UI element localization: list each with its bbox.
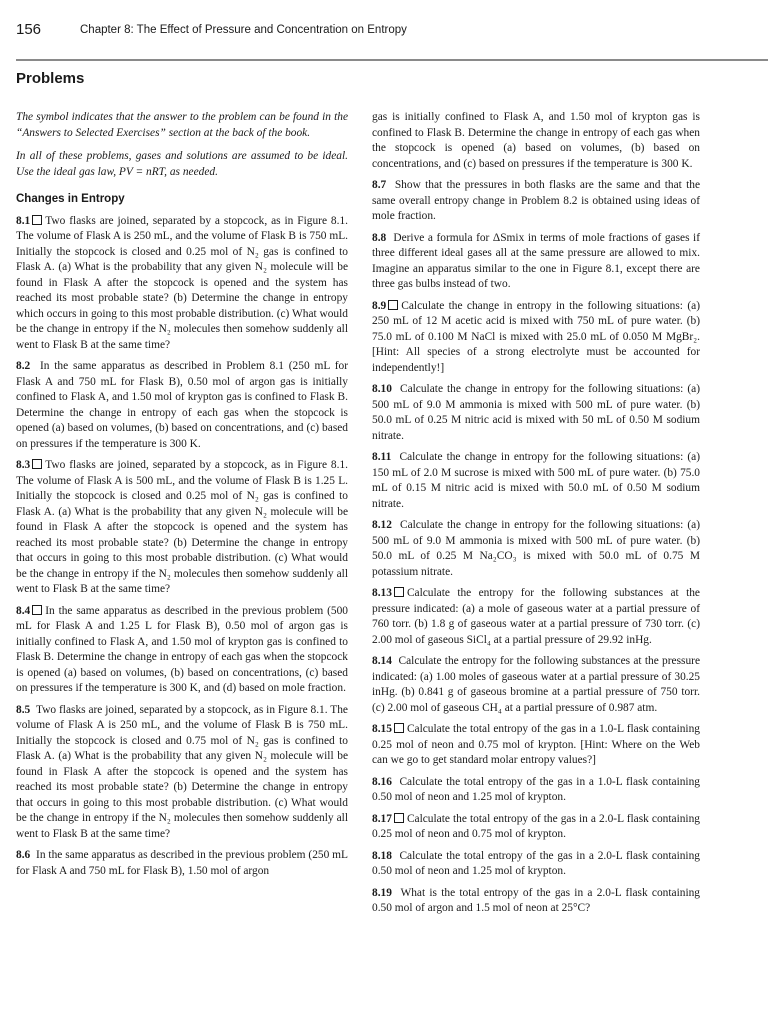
problem-text: What is the total entropy of the gas in a 2.0-L flask containing 0.50 mol of argon and 1.5 mol of neon at 25°C? [372,886,701,914]
running-head: Chapter 8: The Effect of Pressure and Concentration on Entropy [80,24,407,36]
problem-text: Calculate the change in entropy for the following situations: (a) 150 mL of 2.0 M sucrose is mixed with 500 mL of pure water. (b) 75.0 mL of 0.15 M nitric acid is mixed with 50.0 mL of 0.50 M sodium nitrate. [372,451,700,510]
header-rule [16,59,768,61]
problem-number: 8.18 [372,849,392,862]
problem-8-14 [372,654,700,716]
problem-number: 8.14 [372,655,392,667]
answer-available-icon [394,587,404,597]
problem-8-10 [372,382,700,444]
problem-number: 8.13 [372,587,392,599]
problem-number: 8.3 [16,459,31,471]
page-number: 156 [16,21,42,38]
left-problem-list [16,214,348,880]
problem-number: 8.7 [372,179,387,191]
problem-text: Two flasks are joined, separated by a stopcock, as in Figure 8.1. The volume of Flask A is 250 mL, and the volume of Flask B is 750 mL. Initially the stopcock is closed and 0.25 mol of N₂ gas is confined to Flask A. (a) What is the probability that any given N₂ molecule will be found in Flask A after the stopcock is opened and the system has reached its most probable state? (b) Determine the change in entropy which occurs in going to this most probable distribution. (c) What would be the change in entropy if the N₂ molecules then somehow suddenly all went to Flask B at the same time? [16,214,348,351]
left-column [16,110,348,885]
right-column [372,110,700,923]
page-header [16,21,768,45]
answer-available-icon [394,813,404,823]
problem-number: 8.16 [372,775,392,788]
problem-text: Calculate the change in entropy for the following situations: (a) 500 mL of 9.0 M ammonia is mixed with 500 mL of pure water. (b) 50.0 mL of 0.25 M nitric acid is mixed with 50 mL of 0.50 M sodium nitrate. [372,383,700,442]
problem-8-2 [16,359,348,452]
problem-8-6 [16,848,348,879]
problem-8-13 [372,586,700,648]
answer-available-icon [388,300,398,310]
problem-number: 8.11 [372,451,392,463]
problem-8-3 [16,458,348,598]
problem-8-5 [16,703,348,843]
right-problem-list [372,178,700,917]
problem-8-17 [372,812,700,843]
problem-8-9 [372,299,700,377]
problem-8-11 [372,450,700,512]
problem-8-4 [16,604,348,697]
problem-number: 8.19 [372,886,392,899]
problem-text: Calculate the change in entropy in the following situations: (a) 250 mL of 12 M acetic acid is mixed with 750 mL of pure water. (b) 75.0 mL of 0.100 M NaCl is mixed with 25.0 mL of 0.050 M MgBr₂. [Hint: All species of a strong electrolyte must be accounted for independently!] [372,299,700,374]
answer-available-icon [394,723,404,733]
problem-number: 8.8 [372,231,387,244]
problem-number: 8.10 [372,383,392,395]
problem-text: In the same apparatus as described in the previous problem (250 mL for Flask A and 750 mL for Flask B), 1.50 mol of argon [16,849,348,877]
problem-text: In the same apparatus as described in Problem 8.1 (250 mL for Flask A and 750 mL for Flask B), 0.50 mol of argon gas is initially confined to Flask A, and 1.50 mol of krypton gas is confined to Flask B. Determine the change in entropy of each gas when the stopcock is opened (a) based on volumes, (b) based on concentrations, and (c) based on pressures if the temperature is 300 K. [16,360,348,450]
problem-text: Show that the pressures in both flasks are the same and that the same overall entropy change in Problem 8.2 is obtained using ideas of mole fraction. [372,179,701,222]
answer-available-icon [32,215,42,225]
problem-number: 8.1 [16,214,31,227]
problem-text: Two flasks are joined, separated by a stopcock, as in Figure 8.1. The volume of Flask A is 250 mL, and the volume of Flask B is 750 mL. Initially the stopcock is closed and 0.75 mol of N₂ gas is confined to Flask A. (a) What is the probability that any given N₂ molecule will be found in Flask A after the stopcock is opened and the system has reached its most probable state? (b) Determine the change in entropy that occurs in going to this most probable distribution. (c) What would be the change in entropy if the N₂ molecules then somehow suddenly all went to Flask B at the same time? [16,703,348,840]
problem-text: In the same apparatus as described in the previous problem (500 mL for Flask A and 1.25 L for Flask B), 0.50 mol of argon gas is initially confined to Flask A, and 1.50 mol of krypton gas is confined to Flask B. Determine the change in entropy of each gas when the stopcock is opened (a) based on volumes, (b) based on concentrations, (c) based on pressures if the temperature is 300 K, and (d) based on mole fraction. [16,604,348,694]
problem-number: 8.6 [16,849,31,861]
problem-text: Two flasks are joined, separated by a stopcock, as in Figure 8.1. The volume of Flask A is 500 mL, and the volume of Flask B is 1.25 L. Initially the stopcock is closed and 0.25 mol of N₂ gas is confined to Flask A. (a) What is the probability that any given N₂ molecule will be found in Flask A after the stopcock is opened and the system has reached its most probable state? (b) Determine the change in entropy that occurs in going to this most probable distribution. (c) What would be the change in entropy if the N₂ molecules then somehow suddenly all went to Flask B at the same time? [16,459,348,595]
problem-8-7 [372,178,700,225]
problem-number: 8.5 [16,703,31,716]
problem-text: Calculate the total entropy of the gas in a 2.0-L flask containing 0.25 mol of neon and 0.75 mol of krypton. [372,812,700,840]
section-title: Problems [16,70,85,87]
problem-continuation: gas is initially confined to Flask A, and 1.50 mol of krypton gas is confined to Flask B. Determine the change in entropy of each gas when the stopcock is opened (a) based on volumes, (b) based on concentrations, and (c) based on pressures if the temperature is 300 K. [372,111,700,170]
problem-8-18 [372,849,700,880]
problem-number: 8.17 [372,812,392,825]
problem-number: 8.4 [16,604,31,617]
problem-8-15 [372,722,700,769]
problem-number: 8.2 [16,360,31,372]
problem-8-12 [372,518,700,580]
problem-text: Calculate the entropy for the following substances at the pressure indicated: (a) a mole of gaseous water at a partial pressure of 760 torr. (b) 1.8 g of gaseous water at a partial pressure of 730 torr. (c) 2.00 mol of gaseous SiCl₄ at a partial pressure of 29.92 inHg. [372,587,700,646]
problem-8-1 [16,214,348,354]
problem-8-16 [372,775,700,806]
problem-text: Calculate the total entropy of the gas in a 2.0-L flask containing 0.50 mol of neon and 1.25 mol of krypton. [372,849,700,877]
problem-text: Derive a formula for ΔSmix in terms of mole fractions of gases if three different ideal gases all at the same pressure are allowed to mix. Imagine an apparatus similar to the one in Figure 8.1, except there are three gas bulbs instead of two. [372,231,700,290]
intro-symbol-note: The symbol indicates that the answer to the problem can be found in the “Answers to Selected Exercises” section at the back of the book. [16,111,348,139]
subheading-changes-in-entropy: Changes in Entropy [16,193,125,205]
intro-ideal-note: In all of these problems, gases and solutions are assumed to be ideal. Use the ideal gas law, PV = nRT, as needed. [16,150,348,178]
problem-text: Calculate the total entropy of the gas in a 1.0-L flask containing 0.50 mol of neon and 1.25 mol of krypton. [372,775,700,803]
problem-text: Calculate the total entropy of the gas in a 1.0-L flask containing 0.25 mol of neon and 0.75 mol of krypton. [Hint: Where on the Web can we go to get standard molar entropy values?] [372,723,700,766]
problem-text: Calculate the entropy for the following substances at the pressure indicated: (a) 1.00 moles of gaseous water at a partial pressure of 30.25 inHg. (b) 0.841 g of gaseous bromine at a partial pressure of 750 torr. (c) 2.00 mol of gaseous CH₄ at a partial pressure of 0.987 atm. [372,655,700,714]
problem-8-8 [372,231,700,293]
problem-text: Calculate the change in entropy for the following situations: (a) 500 mL of 9.0 M ammonia is mixed with 500 mL of pure water. (b) 50.0 mL of 0.25 M Na₂CO₃ is mixed with 50.0 mL of 0.75 M potassium nitrate. [372,519,700,578]
answer-available-icon [32,605,42,615]
problem-number: 8.12 [372,519,392,531]
problem-number: 8.15 [372,723,392,735]
problem-8-19 [372,886,700,917]
answer-available-icon [32,459,42,469]
problem-number: 8.9 [372,299,387,312]
